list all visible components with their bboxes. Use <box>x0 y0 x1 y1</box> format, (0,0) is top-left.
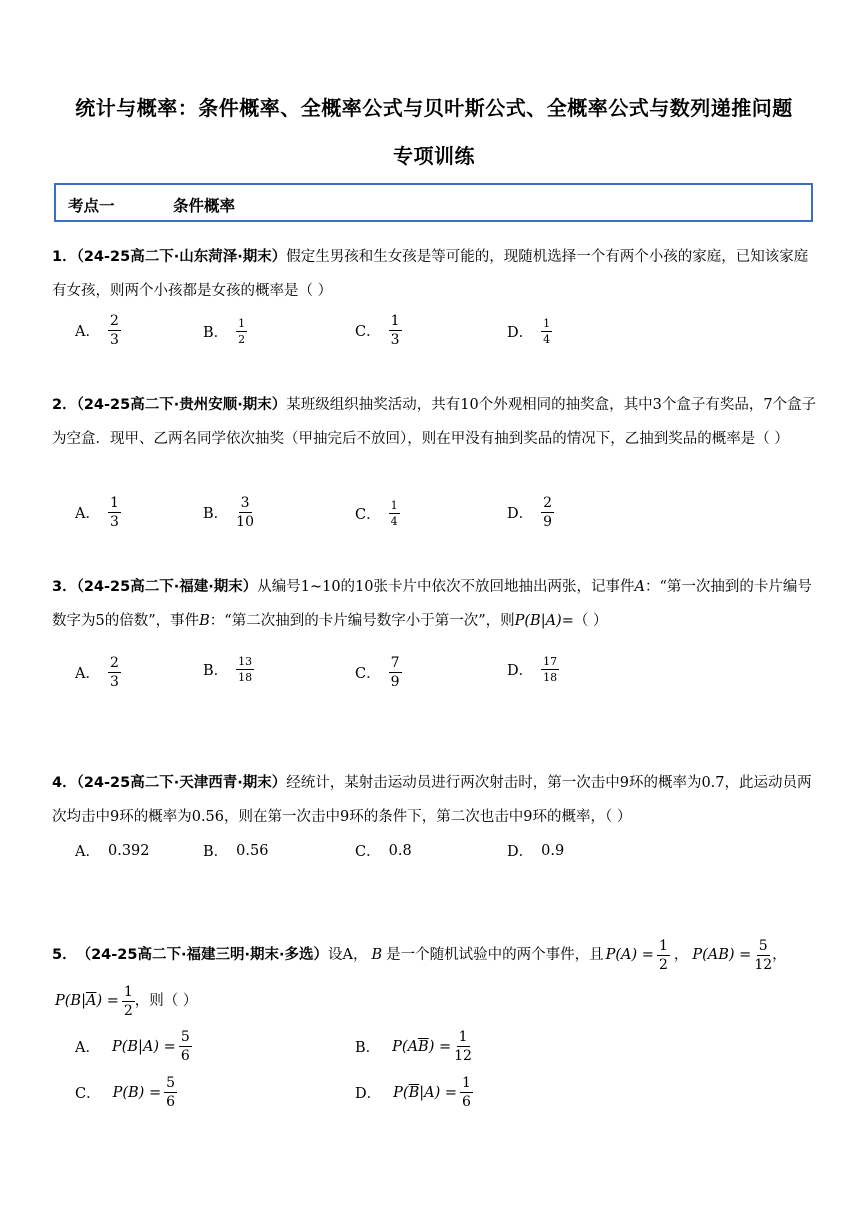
option-d[interactable] <box>507 496 554 529</box>
question-text: 经统计，某射击运动员进行两次射击时，第一次击中9环的概率为0.7，此运动员两次均击中9环的概率为0.56，则在第一次击中9环的条件下，第二次也击中9环的概率，（ ） <box>52 775 812 825</box>
option-c[interactable] <box>355 656 402 689</box>
option-label: C． <box>355 507 381 523</box>
option-b[interactable] <box>203 496 254 529</box>
section-header <box>54 183 813 222</box>
fraction: $\frac{1}{6}$ <box>462 1075 471 1110</box>
question-number: 2． <box>52 397 77 413</box>
complement-b: $\overline{B}$ <box>408 1084 420 1101</box>
event-b: B <box>371 947 383 963</box>
question-4 <box>52 766 822 834</box>
question-source: （24-25高二下·贵州安顺·期末） <box>76 397 287 413</box>
option-d[interactable] <box>507 318 552 345</box>
question-text: ：“第一次抽到的卡片编号数字为5的倍数”，事件 <box>52 579 812 629</box>
option-label: C． <box>75 1086 101 1102</box>
option-label: A． <box>75 1040 100 1056</box>
option-c[interactable] <box>355 500 400 527</box>
question-number: 1． <box>52 249 77 265</box>
probability-expression: P(A <box>392 1038 419 1055</box>
question-text: 设A， <box>328 947 368 963</box>
option-label: C． <box>355 666 381 682</box>
option-b[interactable] <box>203 318 247 345</box>
option-label: D． <box>507 325 534 341</box>
question-text: 假定生男孩和生女孩是等可能的，现随机选择一个有两个小孩的家庭，已知该家庭有女孩，则两个小孩都是女孩的概率是（ ） <box>52 249 809 299</box>
option-label: B． <box>203 325 229 341</box>
option-label: A． <box>75 506 100 522</box>
question-2 <box>52 388 822 456</box>
option-label: C． <box>355 844 381 860</box>
fraction: $\frac{2}{3}$ <box>109 655 119 690</box>
fraction: $\frac{1}{2}$ <box>658 937 668 973</box>
option-value: 0.56 <box>236 842 269 859</box>
fraction: $\frac{5}{12}$ <box>754 937 773 973</box>
question-text: ，则（ ） <box>134 993 198 1009</box>
fraction: $\frac{7}{9}$ <box>390 655 400 690</box>
option-value: 0.8 <box>388 842 412 859</box>
option-label: D． <box>507 506 534 522</box>
section-label: 考点一 <box>68 197 115 215</box>
option-b[interactable] <box>203 840 268 861</box>
fraction: $\frac{1}{3}$ <box>109 495 119 530</box>
page-subtitle: 专项训练 <box>393 144 475 168</box>
option-b[interactable] <box>203 656 254 683</box>
event-a: A <box>634 579 645 595</box>
question-source: （24-25高二下·福建·期末） <box>76 579 258 595</box>
option-value: 0.9 <box>541 842 565 859</box>
option-label: B． <box>355 1040 381 1056</box>
option-label: D． <box>355 1086 382 1102</box>
option-d[interactable] <box>507 840 564 861</box>
fraction: $\frac{1}{12}$ <box>454 1029 472 1064</box>
option-label: A． <box>75 666 100 682</box>
fraction: $\frac{13}{18}$ <box>238 655 253 684</box>
fraction: $\frac{1}{4}$ <box>543 317 551 346</box>
option-a[interactable] <box>75 1030 192 1063</box>
fraction: $\frac{5}{6}$ <box>180 1029 190 1064</box>
probability-expression: ) = <box>96 993 119 1009</box>
option-a[interactable] <box>75 314 121 347</box>
question-source: （24-25高二下·山东菏泽·期末） <box>76 249 287 265</box>
option-label: D． <box>507 663 534 679</box>
option-d[interactable] <box>355 1076 473 1109</box>
probability-expression: P( <box>393 1084 409 1101</box>
probability-expression: P(B|A) = <box>111 1038 176 1055</box>
option-c[interactable] <box>75 1076 177 1109</box>
option-label: C． <box>355 324 381 340</box>
fraction: $\frac{2}{3}$ <box>109 313 119 348</box>
option-label: D． <box>507 844 534 860</box>
fraction: $\frac{17}{18}$ <box>543 655 558 684</box>
complement-b: $\overline{B}$ <box>418 1038 429 1055</box>
question-text: 从编号1~10的10张卡片中依次不放回地抽出两张，记事件 <box>257 579 635 595</box>
fraction: $\frac{3}{10}$ <box>236 495 254 530</box>
fraction: $\frac{5}{6}$ <box>166 1075 176 1110</box>
option-value: 0.392 <box>107 842 150 859</box>
question-text: 某班级组织抽奖活动，共有10个外观相同的抽奖盒，其中3个盒子有奖品，7个盒子为空盒．现甲、乙两名同学依次抽奖（甲抽完后不放回），则在甲没有抽到奖品的情况下，乙抽到奖品的概率是（ ） <box>52 397 817 447</box>
section-name: 条件概率 <box>173 197 236 215</box>
fraction: $\frac{1}{2}$ <box>238 317 246 346</box>
option-c[interactable] <box>355 314 402 347</box>
question-text: 是一个随机试验中的两个事件，且 <box>386 947 604 963</box>
option-a[interactable] <box>75 840 150 861</box>
fraction: $\frac{2}{9}$ <box>543 495 553 530</box>
question-number: 4． <box>52 775 77 791</box>
option-label: B． <box>203 663 229 679</box>
option-a[interactable] <box>75 496 121 529</box>
probability-expression: P(A) = <box>605 947 654 963</box>
option-b[interactable] <box>355 1030 472 1063</box>
question-5-cont <box>55 984 825 1018</box>
option-label: B． <box>203 844 229 860</box>
question-number: 5． <box>52 947 77 963</box>
option-c[interactable] <box>355 840 412 861</box>
page-title: 统计与概率：条件概率、全概率公式与贝叶斯公式、全概率公式与数列递推问题 <box>75 96 793 120</box>
probability-expression: P(B| <box>55 993 86 1009</box>
question-1 <box>52 240 822 308</box>
option-label: A． <box>75 324 100 340</box>
option-label: B． <box>203 506 229 522</box>
question-5: 5． （24-25高二下·福建三明·期末·多选） 设A， B 是一个随机试验中的两个事件，且 P(A) = $\frac{1}{2}$ ， P(AB) = $\frac{5}{12}$ ， <box>52 937 787 973</box>
question-3 <box>52 570 822 638</box>
probability-expression: P(B) = <box>112 1084 162 1101</box>
question-source: （24-25高二下·天津西青·期末） <box>76 775 287 791</box>
fraction: $\frac{1}{4}$ <box>390 499 398 528</box>
fraction: $\frac{1}{2}$ <box>123 983 133 1019</box>
option-label: A． <box>75 844 100 860</box>
question-text: ：“第二次抽到的卡片编号数字小于第一次”，则 <box>209 613 515 629</box>
probability-expression: |A) = <box>419 1084 457 1101</box>
probability-expression: P(AB) = <box>692 947 752 963</box>
probability-expression: ) = <box>428 1038 452 1055</box>
question-text: =（ ） <box>561 613 608 629</box>
option-d[interactable] <box>507 656 559 683</box>
complement-a: $\overline{A}$ <box>85 993 97 1009</box>
question-number: 3． <box>52 579 77 595</box>
event-b: B <box>199 613 210 629</box>
probability-expression: P(B|A) <box>514 613 562 629</box>
fraction: $\frac{1}{3}$ <box>390 313 400 348</box>
option-a[interactable] <box>75 656 121 689</box>
question-source: （24-25高二下·福建三明·期末·多选） <box>76 947 328 963</box>
